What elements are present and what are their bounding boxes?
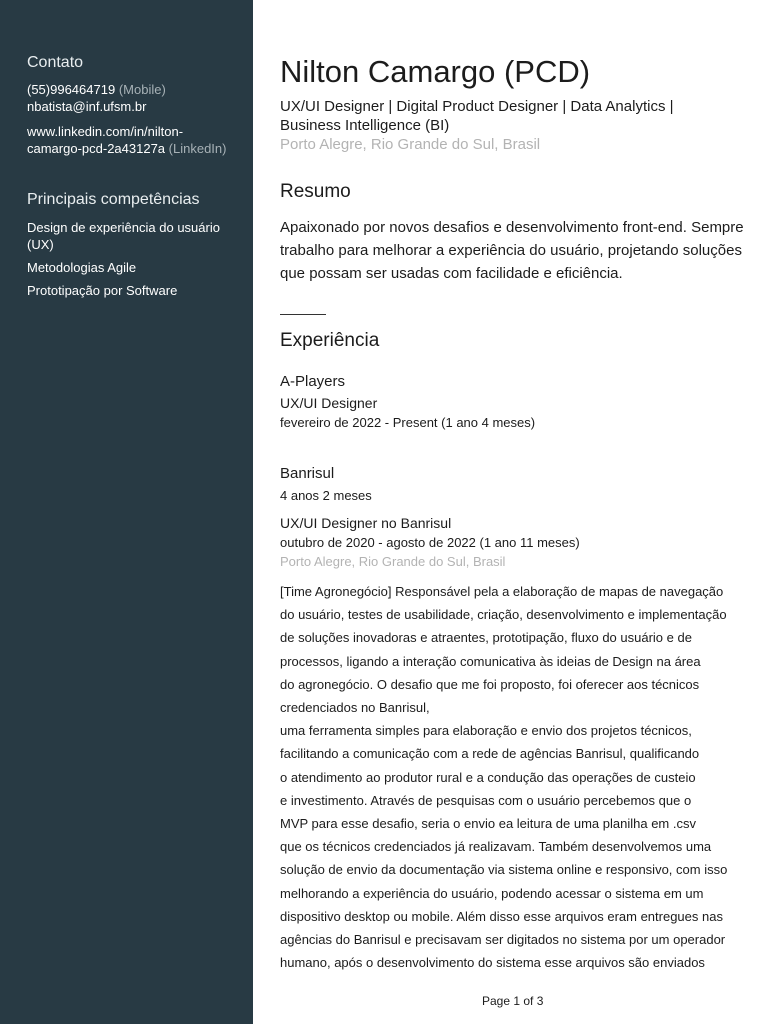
description-line: MVP para esse desafio, seria o envio ea leitura de uma planilha em .csv — [280, 816, 696, 832]
summary-heading: Resumo — [280, 181, 351, 202]
section-divider — [280, 314, 326, 315]
sidebar — [0, 0, 253, 1024]
linkedin-link[interactable] — [27, 123, 237, 157]
linkedin-url-line1: www.linkedin.com/in/nilton- — [27, 124, 184, 139]
job2-duration: 4 anos 2 meses — [280, 488, 372, 503]
phone-number[interactable]: (55)996464719 — [27, 82, 116, 97]
description-line: do agronegócio. O desafio que me foi proposto, foi oferecer aos técnicos — [280, 676, 700, 692]
email-link[interactable]: nbatista@inf.ufsm.br — [27, 99, 147, 114]
skill-item: Metodologias Agile — [27, 260, 137, 275]
description-line: solução de envio da documentação via sistema online e responsivo, com isso — [280, 862, 728, 878]
linkedin-url-part2: camargo-pcd-2a43127a — [27, 141, 166, 156]
profile-headline: UX/UI Designer | Digital Product Designer | Data Analytics | Business Intelligence (BI) — [280, 98, 674, 134]
contact-heading: Contato — [27, 54, 84, 71]
linkedin-url-line2 — [27, 140, 237, 157]
job1-company: A-Players — [280, 373, 346, 390]
description-line: processos, ligando a interação comunicativa às ideias de Design na área — [280, 653, 701, 669]
phone-label: (Mobile) — [118, 82, 166, 97]
description-line: [Time Agronegócio] Responsável pela a elaboração de mapas de navegação — [280, 584, 724, 599]
job1-role: UX/UI Designer — [280, 395, 378, 411]
description-line: de soluções inovadoras e atraentes, prototipação, fluxo do usuário e de — [280, 630, 692, 646]
description-line: e investimento. Através de pesquisas com o usuário percebemos que o — [280, 792, 692, 808]
description-line: o atendimento ao produtor rural e a condução das operações de custeio — [280, 769, 696, 785]
contact-section — [27, 54, 237, 157]
skills-section — [27, 191, 237, 305]
job2-company: Banrisul — [280, 465, 335, 482]
skills-heading: Principais competências — [27, 191, 200, 208]
description-line: do usuário, testes de usabilidade, criação, desenvolvimento e implementação — [280, 607, 727, 623]
description-line: humano, após o desenvolvimento do sistema esse arquivos são enviados — [280, 955, 705, 971]
experience-heading: Experiência — [280, 330, 380, 351]
skills-list — [27, 219, 237, 299]
description-line: agências do Banrisul e precisavam ser digitados no sistema por um operador — [280, 932, 726, 948]
job2-dates: outubro de 2020 - agosto de 2022 (1 ano 11 meses) — [280, 535, 580, 550]
linkedin-label: (LinkedIn) — [168, 141, 227, 156]
job2-description — [280, 580, 748, 974]
page-number: Page 1 of 3 — [482, 994, 544, 1008]
profile-name: Nilton Camargo (PCD) — [280, 54, 591, 89]
description-line: credenciados no Banrisul, — [280, 700, 430, 716]
skill-item: Prototipação por Software — [27, 283, 178, 298]
description-line: facilitando a comunicação com a rede de agências Banrisul, qualificando — [280, 746, 700, 762]
profile-location: Porto Alegre, Rio Grande do Sul, Brasil — [280, 136, 541, 153]
description-line: que os técnicos credenciados já realizavam. Também desenvolvemos uma — [280, 839, 712, 855]
skill-item: Design de experiência do usuário (UX) — [27, 220, 220, 252]
job2-role: UX/UI Designer no Banrisul — [280, 515, 452, 531]
job2-location: Porto Alegre, Rio Grande do Sul, Brasil — [280, 554, 506, 569]
description-line: melhorando a experiência do usuário, podendo acessar o sistema em um — [280, 885, 704, 901]
description-line: uma ferramenta simples para elaboração e envio dos projetos técnicos, — [280, 723, 692, 739]
summary-text: Apaixonado por novos desafios e desenvolvimento front-end. Sempre trabalho para melhorar a experiência do usuário, projetando soluções que possam ser usadas com facilidade e eficiência. — [280, 219, 744, 282]
job1-dates: fevereiro de 2022 - Present (1 ano 4 meses) — [280, 415, 536, 430]
phone-line — [27, 81, 237, 98]
description-line: dispositivo desktop ou mobile. Além disso esse arquivos eram entregues nas — [280, 908, 723, 924]
headline-block — [280, 97, 720, 154]
